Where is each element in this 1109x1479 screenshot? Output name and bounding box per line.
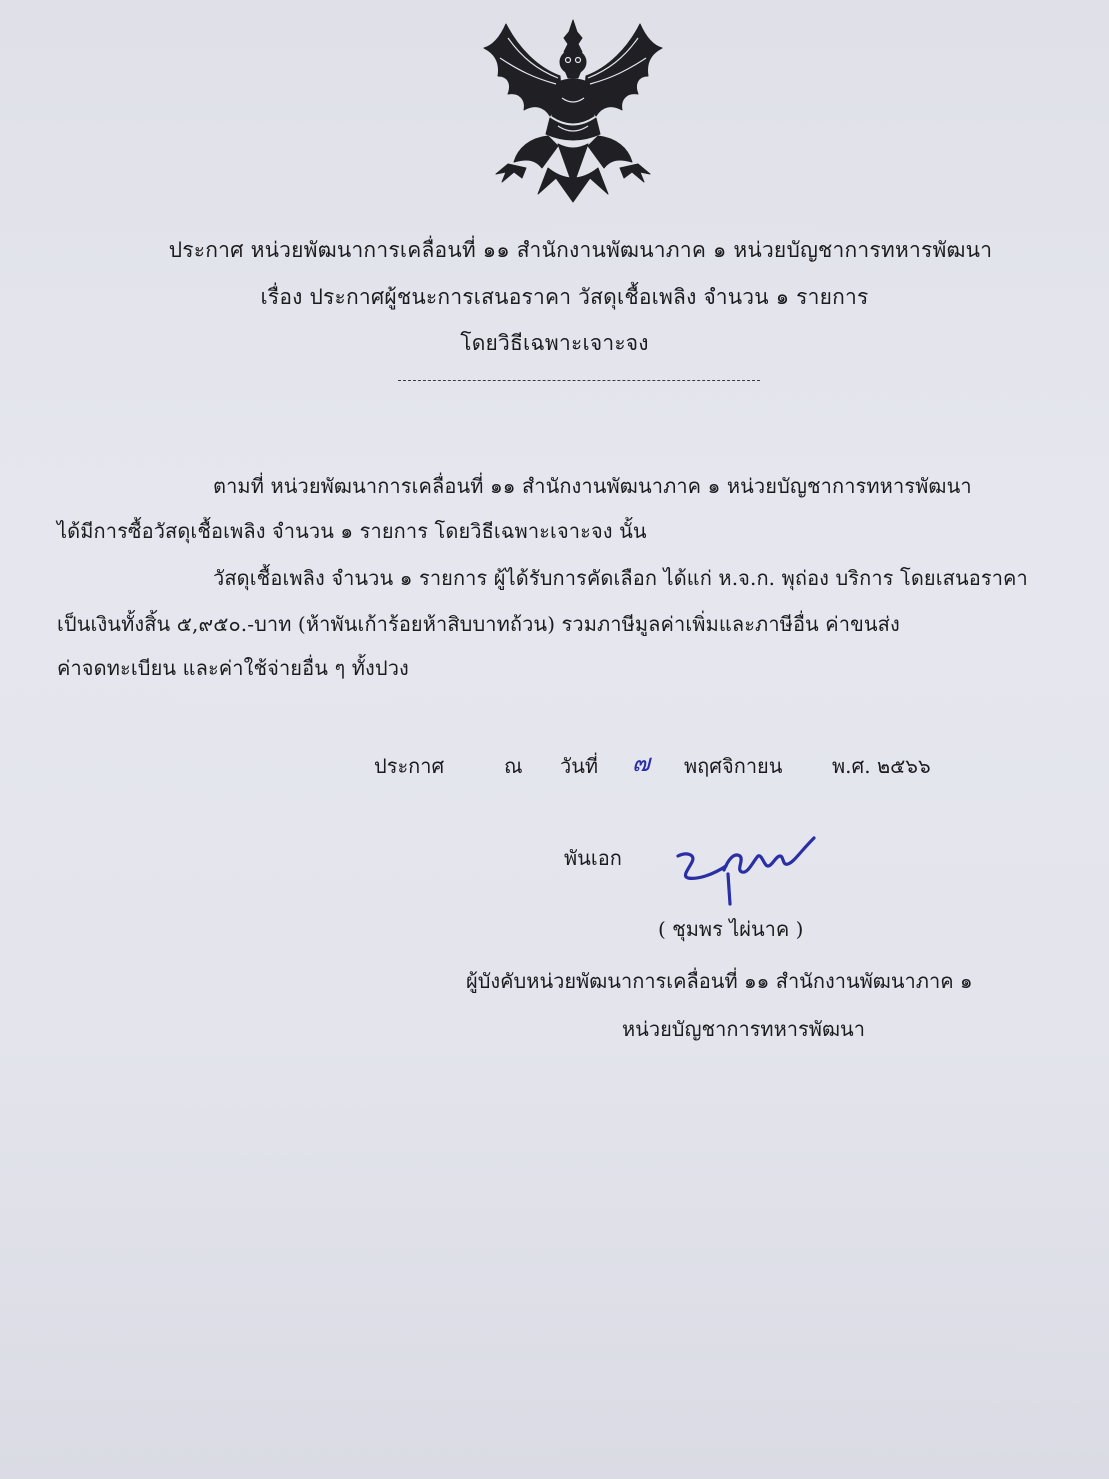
date-at: ณ <box>504 754 523 778</box>
body-paragraph-2-line-1: วัสดุเชื้อเพลิง จำนวน ๑ รายการ ผู้ได้รับการคัดเลือก ได้แก่ ห.จ.ก. พุถ่อง บริการ โดยเสนอราคา <box>213 566 1028 590</box>
signer-position-line-2: หน่วยบัญชาการทหารพัฒนา <box>622 1017 865 1041</box>
date-month: พฤศจิกายน <box>684 754 783 778</box>
announcement-title: ประกาศ หน่วยพัฒนาการเคลื่อนที่ ๑๑ สำนักงานพัฒนาภาค ๑ หน่วยบัญชาการทหารพัฒนา <box>168 238 993 262</box>
body-paragraph-2-line-2: เป็นเงินทั้งสิ้น ๕,๙๕๐.-บาท (ห้าพันเก้าร้อยห้าสิบบาทถ้วน) รวมภาษีมูลค่าเพิ่มและภาษีอื่น ค่าขนส่ง <box>57 612 900 636</box>
date-label: ประกาศ <box>374 754 445 778</box>
announcement-date <box>374 745 931 784</box>
body-paragraph-1-line-2: ได้มีการซื้อวัสดุเชื้อเพลิง จำนวน ๑ รายการ โดยวิธีเฉพาะเจาะจง นั้น <box>57 519 647 543</box>
date-year: พ.ศ. ๒๕๖๖ <box>832 754 931 778</box>
signer-position-line-1: ผู้บังคับหน่วยพัฒนาการเคลื่อนที่ ๑๑ สำนักงานพัฒนาภาค ๑ <box>466 969 973 993</box>
garuda-emblem-icon <box>478 18 668 203</box>
body-paragraph-2-line-3: ค่าจดทะเบียน และค่าใช้จ่ายอื่น ๆ ทั้งปวง <box>57 656 409 680</box>
signer-rank: พันเอก <box>564 846 622 870</box>
announcement-method: โดยวิธีเฉพาะเจาะจง <box>460 331 649 355</box>
date-day-label: วันที่ <box>560 754 599 778</box>
announcement-subject: เรื่อง ประกาศผู้ชนะการเสนอราคา วัสดุเชื้อเพลิง จำนวน ๑ รายการ <box>260 285 869 309</box>
body-paragraph-1-line-1: ตามที่ หน่วยพัฒนาการเคลื่อนที่ ๑๑ สำนักงานพัฒนาภาค ๑ หน่วยบัญชาการทหารพัฒนา <box>213 474 972 498</box>
header-separator <box>398 380 760 381</box>
date-day-handwritten: ๗ <box>632 749 651 777</box>
handwritten-signature <box>668 826 828 916</box>
signer-name: ( ชุมพร ไผ่นาค ) <box>658 917 804 941</box>
